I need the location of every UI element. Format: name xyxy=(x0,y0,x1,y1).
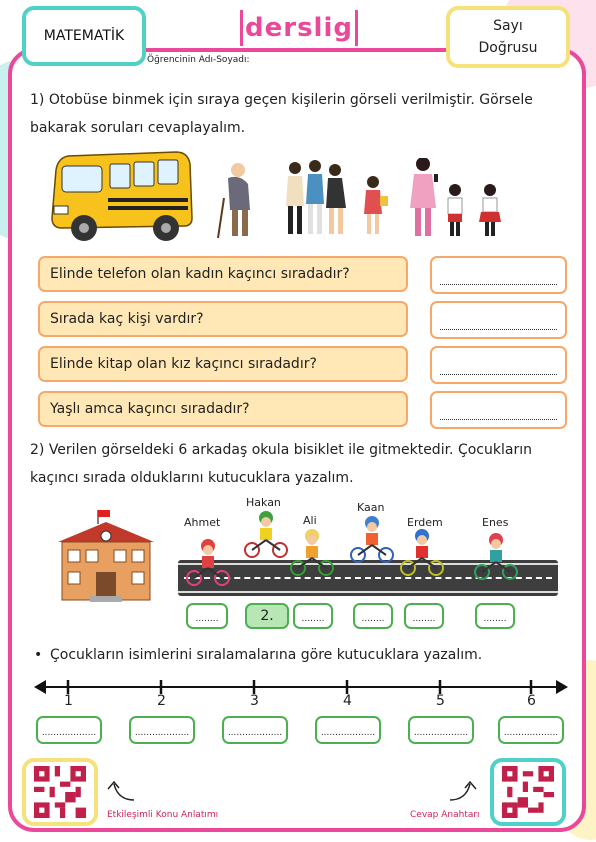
road-edge-bottom xyxy=(178,591,558,593)
subject-badge xyxy=(22,6,146,66)
tick-label-1: 1 xyxy=(64,693,73,709)
cyclist-hakan xyxy=(244,510,288,560)
tick-label-5: 5 xyxy=(436,693,445,709)
answer-key-label[interactable]: Cevap Anahtarı xyxy=(410,810,480,820)
tick-label-2: 2 xyxy=(157,693,166,709)
answer-1a-field[interactable] xyxy=(430,256,567,294)
qr-code-answer-key[interactable] xyxy=(490,758,566,826)
cyclist-ali xyxy=(290,528,334,578)
boy-student xyxy=(448,184,462,236)
cyclist-ahmet xyxy=(186,538,230,588)
question-1d-text: Yaşlı amca kaçıncı sıradadır? xyxy=(50,401,250,417)
answer-1d-field[interactable] xyxy=(430,391,567,429)
walking-woman-2 xyxy=(326,164,346,234)
kid-name-kaan: Kaan xyxy=(357,501,385,514)
answer-dotted-line xyxy=(440,284,557,285)
order-box-ali[interactable]: ........ xyxy=(293,603,333,629)
order-box-enes[interactable]: ........ xyxy=(475,603,515,629)
name-box-6[interactable]: ................... xyxy=(498,716,564,744)
girl-student xyxy=(479,184,501,236)
number-line xyxy=(32,676,572,698)
subject-label: MATEMATİK xyxy=(43,28,125,44)
bullet-point: • xyxy=(34,647,43,663)
question-1b-text: Sırada kaç kişi vardır? xyxy=(50,311,204,327)
question-3-instruction: Çocukların isimlerini sıralamalarına göre kutucuklara yazalım. xyxy=(50,647,483,663)
question-1b-box xyxy=(38,301,408,337)
arrow-right-icon xyxy=(446,778,480,804)
name-box-3[interactable]: ................... xyxy=(222,716,288,744)
tick-label-4: 4 xyxy=(343,693,352,709)
kid-name-erdem: Erdem xyxy=(407,516,443,529)
kid-name-enes: Enes xyxy=(482,516,509,529)
answer-dotted-line xyxy=(440,419,557,420)
queue-people-illustration xyxy=(210,158,510,242)
cyclist-erdem xyxy=(400,528,444,578)
girl-with-book xyxy=(364,176,388,234)
question-1a-box xyxy=(38,256,408,292)
arrow-left-icon xyxy=(104,778,138,804)
question-1a-text: Elinde telefon olan kadın kaçıncı sıradadır? xyxy=(50,266,350,282)
name-box-4[interactable]: ................... xyxy=(315,716,381,744)
student-name-label: Öğrencinin Adı-Soyadı: xyxy=(147,55,250,65)
answer-dotted-line xyxy=(440,329,557,330)
answer-1b-field[interactable] xyxy=(430,301,567,339)
question-1c-box xyxy=(38,346,408,382)
order-box-erdem[interactable]: ........ xyxy=(404,603,444,629)
qr-code-lesson[interactable] xyxy=(22,758,98,826)
question-1c-text: Elinde kitap olan kız kaçıncı sıradadır? xyxy=(50,356,317,372)
question-1-line-1: 1) Otobüse binmek için sıraya geçen kişilerin görseli verilmiştir. Görsele xyxy=(30,92,533,108)
kid-name-ahmet: Ahmet xyxy=(184,516,221,529)
topic-badge xyxy=(446,6,570,68)
question-2-line-2: kaçıncı sırada olduklarını kutucuklara yazalım. xyxy=(30,470,354,486)
name-box-2[interactable]: ................... xyxy=(129,716,195,744)
tick-label-6: 6 xyxy=(527,693,536,709)
name-box-5[interactable]: ................... xyxy=(408,716,474,744)
answer-dotted-line xyxy=(440,374,557,375)
name-box-1[interactable]: ................... xyxy=(36,716,102,744)
derslig-logo xyxy=(240,10,358,46)
topic-line-1: Sayı xyxy=(493,18,523,34)
school-building-illustration xyxy=(54,508,158,604)
cyclist-enes xyxy=(474,532,518,582)
qr-code-icon xyxy=(502,766,554,818)
answer-1c-field[interactable] xyxy=(430,346,567,384)
old-man-figure xyxy=(218,163,250,238)
qr-code-icon xyxy=(34,766,86,818)
question-1d-box xyxy=(38,391,408,427)
walking-man xyxy=(306,160,324,234)
lesson-link-label[interactable]: Etkileşimli Konu Anlatımı xyxy=(107,810,219,820)
logo-text: derslig xyxy=(245,13,353,43)
woman-with-phone xyxy=(410,158,438,236)
question-2-line-1: 2) Verilen görseldeki 6 arkadaş okula bisiklet ile gitmektedir. Çocukların xyxy=(30,442,532,458)
kid-name-ali: Ali xyxy=(303,514,317,527)
kid-name-hakan: Hakan xyxy=(246,496,281,509)
order-box-kaan[interactable]: ........ xyxy=(353,603,393,629)
order-box-ahmet[interactable]: ........ xyxy=(186,603,228,629)
topic-line-2: Doğrusu xyxy=(478,40,538,56)
order-box-hakan[interactable]: 2. xyxy=(245,603,289,629)
question-1-line-2: bakarak soruları cevaplayalım. xyxy=(30,120,246,136)
cyclist-kaan xyxy=(350,515,394,565)
school-bus-illustration xyxy=(48,148,194,244)
walking-woman-1 xyxy=(286,162,304,234)
tick-label-3: 3 xyxy=(250,693,259,709)
